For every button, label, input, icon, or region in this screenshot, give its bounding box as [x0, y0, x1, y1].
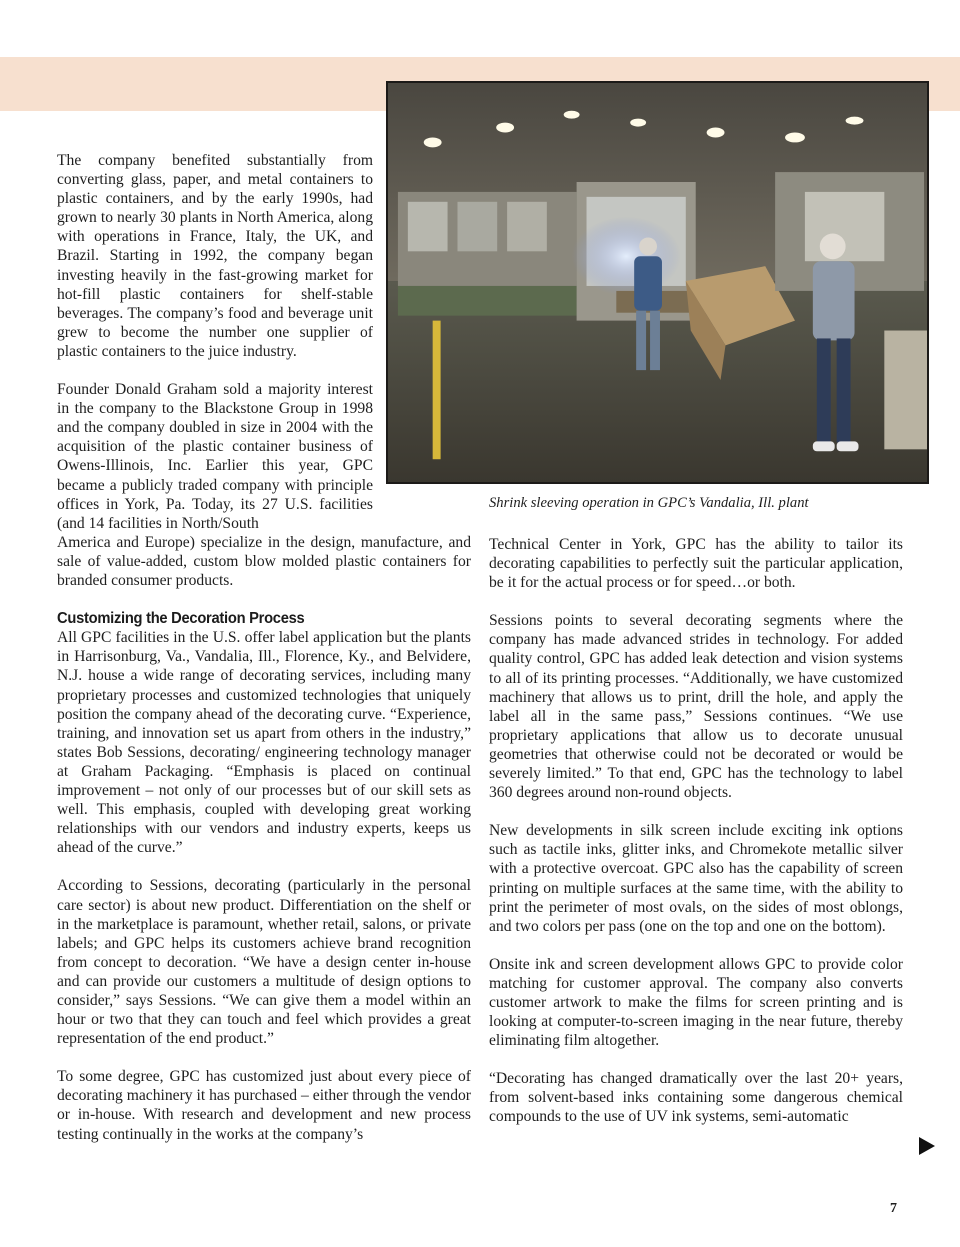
- page-number: 7: [890, 1201, 897, 1216]
- left-column-top: [57, 151, 373, 533]
- paragraph: The company benefited substantially from converting glass, paper, and metal containers to plastic containers, and by the early 1990s, had grown to nearly 30 plants in North America, along with operations in France, Italy, the UK, and Brazil. Starting in 1992, the company began investing heavily in the fast-growing market for hot-fill plastic containers for shelf-stable beverages. The company’s food and beverage unit grew to become the number one supplier of plastic containers to the juice industry.: [57, 152, 373, 360]
- paragraph-continuation: America and Europe) specialize in the design, manufacture, and sale of value-added, custom blow molded plastic containers for branded consumer products.: [57, 534, 471, 590]
- paragraph: To some degree, GPC has customized just about every piece of decorating machinery it has purchased – either through the vendor or in-house. With research and development and new process testing continually in the works at the company’s: [57, 1068, 471, 1143]
- photo-illustration: [388, 83, 927, 482]
- photo-caption: Shrink sleeving operation in GPC’s Vandalia, Ill. plant: [489, 495, 809, 511]
- factory-photo: [386, 81, 929, 484]
- right-column: [489, 535, 903, 1146]
- continue-arrow-icon: [919, 1137, 935, 1155]
- left-column-bottom: [57, 533, 471, 1163]
- paragraph: New developments in silk screen include exciting ink options such as tactile inks, glitter inks, and Chromekote metallic silver with a protective overcoat. GPC also has the capability of screen printing on multiple surfaces at the same time, with the ability to print the perimeter of most ovals, on the sides of most oblongs, and two colors per pass (one on the top and one on the bottom).: [489, 822, 903, 935]
- paragraph: All GPC facilities in the U.S. offer label application but the plants in Harrisonburg, Va., Vandalia, Ill., Florence, Ky., and Belvidere, N.J. house a wide range of decorating services, including many proprietary processes and customized technologies that uniquely position the company ahead of the decorating curve. “Experience, training, and innovation set us apart from others in the industry,” states Bob Sessions, decorating/ engineering technology manager at Graham Packaging. “Emphasis is placed on continual improvement – not only of our processes but of our skill sets as well. This emphasis, coupled with developing great working relationships with our vendors and industry experts, keeps us ahead of the curve.”: [57, 629, 471, 857]
- paragraph: Technical Center in York, GPC has the ability to tailor its decorating capabilities to perfectly suit the particular application, be it for the actual process or for speed…or both.: [489, 536, 903, 592]
- paragraph: “Decorating has changed dramatically over the last 20+ years, from solvent-based inks containing some dangerous chemical compounds to the use of UV ink systems, semi-automatic: [489, 1070, 903, 1126]
- paragraph: Onsite ink and screen development allows GPC to provide color matching for customer approval. The company also converts customer artwork to make the films for screen printing and is looking at computer-to-screen imaging in the near future, thereby eliminating film altogether.: [489, 955, 903, 1050]
- paragraph: Sessions points to several decorating segments where the company has made advanced strides in technology. For added quality control, GPC has added leak detection and vision systems to all of its printing processes. “Additionally, we have customized machinery that allows us to print, drill the hole, and apply the label all in the same pass,” Sessions continues. “We use proprietary applications that allow us to decorate unusual geometries that otherwise could not be decorated or would be severely limited.” To that end, GPC has the technology to label 360 degrees around non-round objects.: [489, 612, 903, 802]
- section-heading: Customizing the Decoration Process: [57, 610, 305, 628]
- paragraph: Founder Donald Graham sold a majority interest in the company to the Blackstone Group in 1998 and the company doubled in size in 2004 with the acquisition of the plastic container business of Owens-Illinois, Inc. Earlier this year, GPC became a publicly traded company with principle offices in York, Pa. Today, its 27 U.S. facilities (and 14 facilities in North/South: [57, 381, 373, 532]
- paragraph: According to Sessions, decorating (particularly in the personal care sector) is about new product. Differentiation on the shelf or in the marketplace is paramount, whether retail, salons, or private labels; and GPC helps its customers achieve brand recognition from concept to decoration. “We have a design center in-house and can provide our customers a multitude of design options to consider,” says Sessions. “We can give them a model within an hour or two that they can touch and feel which provides a great representation of the end product.”: [57, 877, 471, 1048]
